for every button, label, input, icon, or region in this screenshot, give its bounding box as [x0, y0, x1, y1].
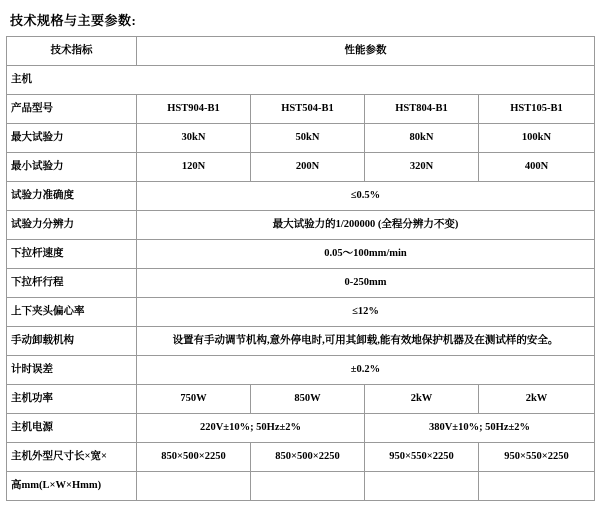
- value-cell: 0-250mm: [137, 269, 595, 298]
- value-cell: [137, 472, 251, 501]
- row-label-manual-unload: 手动卸载机构: [7, 327, 137, 356]
- header-cell-parameter: 性能参数: [137, 37, 595, 66]
- table-row: [7, 240, 595, 269]
- row-label-host-power: 主机功率: [7, 385, 137, 414]
- row-label-force-resolution: 试验力分辨力: [7, 211, 137, 240]
- row-label-force-accuracy: 试验力准确度: [7, 182, 137, 211]
- value-cell: 950×550×2250: [365, 443, 479, 472]
- value-cell: ±0.2%: [137, 356, 595, 385]
- row-label-min-force: 最小试验力: [7, 153, 137, 182]
- value-cell: 2kW: [365, 385, 479, 414]
- specification-table: [6, 36, 595, 501]
- table-row: [7, 124, 595, 153]
- table-row: [7, 95, 595, 124]
- value-cell: 30kN: [137, 124, 251, 153]
- value-cell: 最大试验力的1/200000 (全程分辨力不变): [137, 211, 595, 240]
- table-row: [7, 414, 595, 443]
- table-row: [7, 298, 595, 327]
- table-row: [7, 385, 595, 414]
- row-label-timing-error: 计时误差: [7, 356, 137, 385]
- value-cell: 50kN: [251, 124, 365, 153]
- value-cell: 100kN: [479, 124, 595, 153]
- value-cell: [251, 472, 365, 501]
- table-row: [7, 327, 595, 356]
- value-cell: 850×500×2250: [137, 443, 251, 472]
- model-cell-2: HST504-B1: [251, 95, 365, 124]
- table-row: [7, 472, 595, 501]
- row-label-model: 产品型号: [7, 95, 137, 124]
- table-row: [7, 443, 595, 472]
- value-cell: 设置有手动调节机构,意外停电时,可用其卸载,能有效地保护机器及在测试样的安全。: [137, 327, 595, 356]
- value-cell: ≤12%: [137, 298, 595, 327]
- header-cell-metric: 技术指标: [7, 37, 137, 66]
- value-cell: [479, 472, 595, 501]
- row-label-dimensions: 主机外型尺寸长×宽×: [7, 443, 137, 472]
- value-cell: 950×550×2250: [479, 443, 595, 472]
- table-row: [7, 153, 595, 182]
- value-cell: 750W: [137, 385, 251, 414]
- value-cell: 220V±10%; 50Hz±2%: [137, 414, 365, 443]
- table-row: [7, 269, 595, 298]
- row-label-dimensions-cont: 高mm(L×W×Hmm): [7, 472, 137, 501]
- section-header-host: 主机: [7, 66, 595, 95]
- table-row: [7, 66, 595, 95]
- row-label-rod-stroke: 下拉杆行程: [7, 269, 137, 298]
- model-cell-1: HST904-B1: [137, 95, 251, 124]
- value-cell: 80kN: [365, 124, 479, 153]
- model-cell-3: HST804-B1: [365, 95, 479, 124]
- value-cell: 850×500×2250: [251, 443, 365, 472]
- model-cell-4: HST105-B1: [479, 95, 595, 124]
- page-title: 技术规格与主要参数:: [10, 13, 137, 28]
- table-row: [7, 182, 595, 211]
- table-row: [7, 211, 595, 240]
- value-cell: [365, 472, 479, 501]
- row-label-rod-speed: 下拉杆速度: [7, 240, 137, 269]
- value-cell: 380V±10%; 50Hz±2%: [365, 414, 595, 443]
- value-cell: ≤0.5%: [137, 182, 595, 211]
- value-cell: 0.05～100mm/min: [137, 240, 595, 269]
- value-cell: 200N: [251, 153, 365, 182]
- value-cell: 320N: [365, 153, 479, 182]
- row-label-max-force: 最大试验力: [7, 124, 137, 153]
- table-row: [7, 37, 595, 66]
- value-cell: 2kW: [479, 385, 595, 414]
- table-row: [7, 356, 595, 385]
- value-cell: 850W: [251, 385, 365, 414]
- value-cell: 400N: [479, 153, 595, 182]
- row-label-eccentricity: 上下夹头偏心率: [7, 298, 137, 327]
- row-label-host-supply: 主机电源: [7, 414, 137, 443]
- value-cell: 120N: [137, 153, 251, 182]
